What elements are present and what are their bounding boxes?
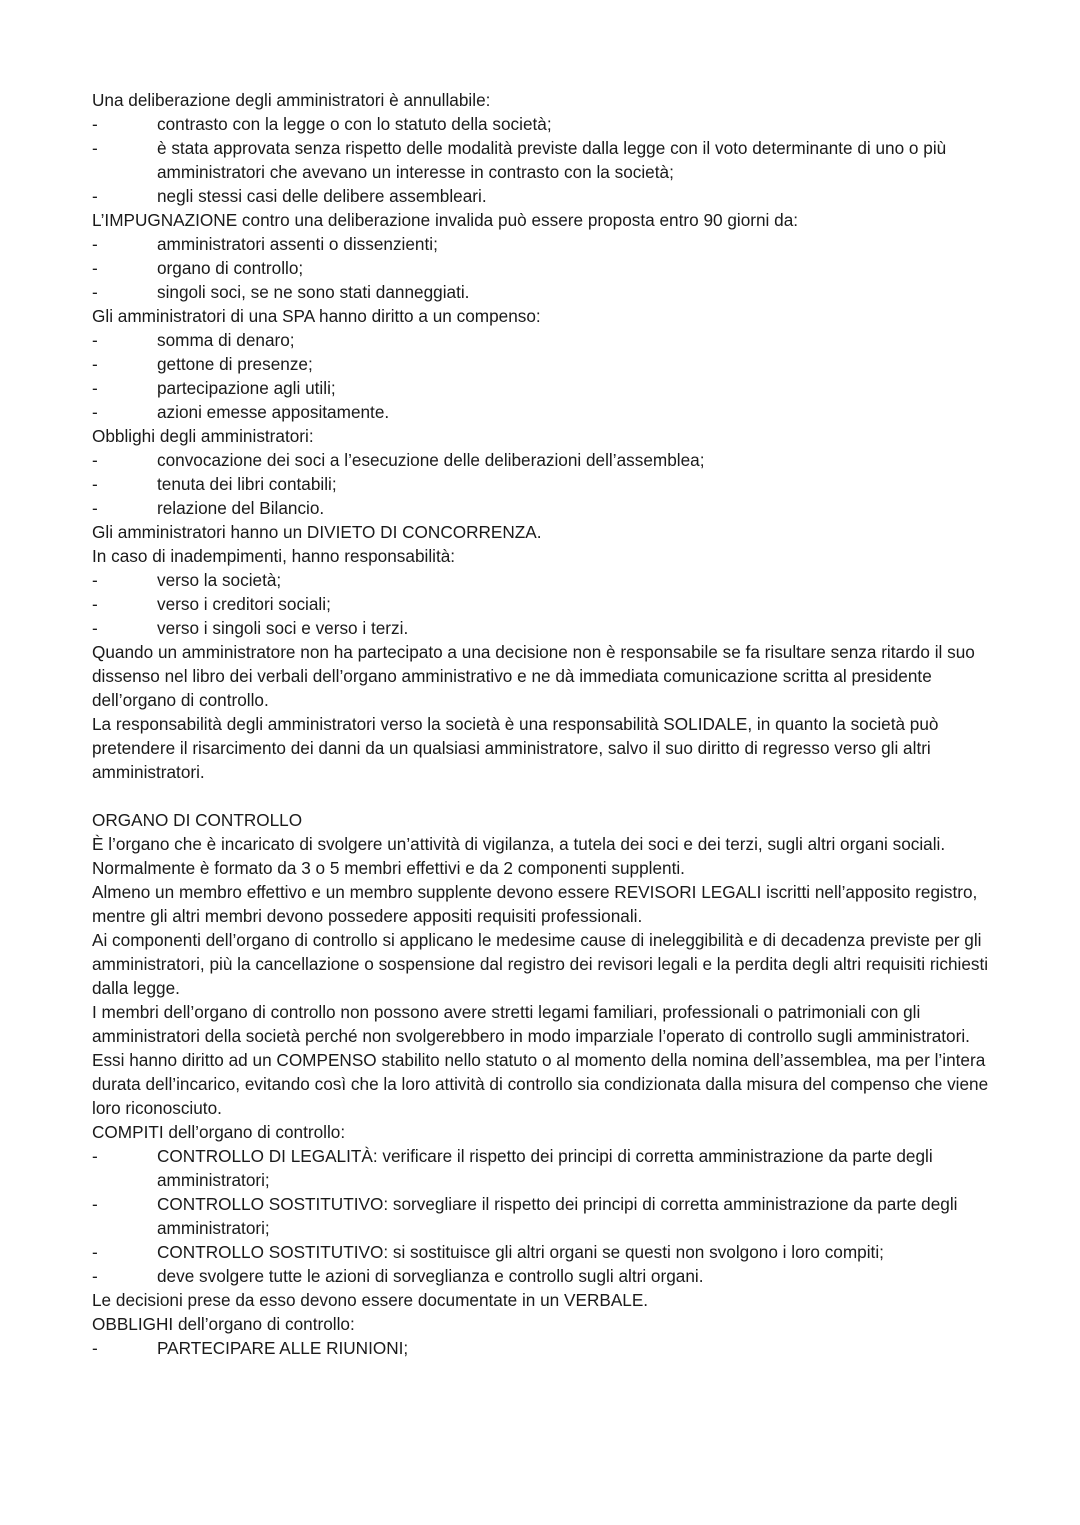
list-item (92, 112, 997, 136)
paragraph: È l’organo che è incaricato di svolgere un’attività di vigilanza, a tutela dei soci e dei terzi, sugli altri organi sociali. (92, 834, 946, 854)
list-item-text: CONTROLLO SOSTITUTIVO: si sostituisce gli altri organi se questi non svolgono i loro compiti; (157, 1242, 884, 1262)
list-item-text: organo di controllo; (157, 258, 304, 278)
document-body (92, 88, 997, 1360)
bullet-dash: - (92, 1266, 98, 1286)
list-item-text: verso la società; (157, 570, 282, 590)
list-item (92, 496, 997, 520)
list-item (92, 136, 997, 184)
list-item-text: singoli soci, se ne sono stati danneggiati. (157, 282, 470, 302)
paragraph: L’IMPUGNAZIONE contro una deliberazione invalida può essere proposta entro 90 giorni da: (92, 210, 799, 230)
bullet-dash: - (92, 258, 98, 278)
list-item-text: relazione del Bilancio. (157, 498, 325, 518)
list-item (92, 232, 997, 256)
bullet-dash: - (92, 330, 98, 350)
paragraph: Normalmente è formato da 3 o 5 membri effettivi e da 2 componenti supplenti. (92, 858, 685, 878)
list-item-text: PARTECIPARE ALLE RIUNIONI; (157, 1338, 409, 1358)
bullet-dash: - (92, 114, 98, 134)
list-item-text: partecipazione agli utili; (157, 378, 336, 398)
paragraph: COMPITI dell’organo di controllo: (92, 1122, 346, 1142)
paragraph: Ai componenti dell’organo di controllo si applicano le medesime cause di ineleggibilità e di decadenza previste per gli amministratori, più la cancellazione o sospensione dal registro dei revisori legali e la perdita degli altri requisiti richiesti dalla legge. (92, 930, 989, 998)
list-item (92, 448, 997, 472)
list-item (92, 472, 997, 496)
bullet-dash: - (92, 1338, 98, 1358)
paragraph: In caso di inadempimenti, hanno responsabilità: (92, 546, 456, 566)
paragraph: I membri dell’organo di controllo non possono avere stretti legami familiari, professionali o patrimoniali con gli amministratori della società perché non svolgerebbero in modo imparziale l’operato di controllo sugli amministratori. (92, 1002, 970, 1046)
list-item (92, 592, 997, 616)
list-item (92, 376, 997, 400)
list-item (92, 400, 997, 424)
bullet-dash: - (92, 378, 98, 398)
list-item-text: CONTROLLO SOSTITUTIVO: sorvegliare il rispetto dei principi di corretta amministrazione da parte degli amministratori; (157, 1194, 958, 1238)
list-item-text: verso i singoli soci e verso i terzi. (157, 618, 409, 638)
list-item (92, 280, 997, 304)
bullet-dash: - (92, 450, 98, 470)
list-item-text: è stata approvata senza rispetto delle modalità previste dalla legge con il voto determinante di uno o più amministratori che avevano un interesse in contrasto con la società; (157, 138, 947, 182)
list-item-text: gettone di presenze; (157, 354, 313, 374)
list-item-text: somma di denaro; (157, 330, 295, 350)
bullet-dash: - (92, 1194, 98, 1214)
list-item-text: azioni emesse appositamente. (157, 402, 390, 422)
paragraph-gap (92, 784, 997, 808)
paragraph: ORGANO DI CONTROLLO (92, 810, 303, 830)
list-item-text: contrasto con la legge o con lo statuto della società; (157, 114, 552, 134)
paragraph: Gli amministratori di una SPA hanno diritto a un compenso: (92, 306, 541, 326)
list-item (92, 616, 997, 640)
list-item (92, 184, 997, 208)
list-item-text: convocazione dei soci a l’esecuzione delle deliberazioni dell’assemblea; (157, 450, 705, 470)
paragraph: Obblighi degli amministratori: (92, 426, 314, 446)
paragraph: OBBLIGHI dell’organo di controllo: (92, 1314, 355, 1334)
list-item (92, 1240, 997, 1264)
bullet-dash: - (92, 234, 98, 254)
bullet-dash: - (92, 186, 98, 206)
list-item (92, 1144, 997, 1192)
list-item-text: negli stessi casi delle delibere assembleari. (157, 186, 487, 206)
bullet-dash: - (92, 474, 98, 494)
paragraph: Gli amministratori hanno un DIVIETO DI CONCORRENZA. (92, 522, 542, 542)
list-item (92, 1264, 997, 1288)
bullet-dash: - (92, 354, 98, 374)
list-item (92, 568, 997, 592)
list-item-text: CONTROLLO DI LEGALITÀ: verificare il rispetto dei principi di corretta amministrazione da parte degli amministratori; (157, 1146, 933, 1190)
list-item (92, 256, 997, 280)
list-item-text: tenuta dei libri contabili; (157, 474, 337, 494)
list-item (92, 328, 997, 352)
paragraph: Quando un amministratore non ha partecipato a una decisione non è responsabile se fa risultare senza ritardo il suo dissenso nel libro dei verbali dell’organo amministrativo e ne dà immediata comunicazione scritta al presidente dell’organo di controllo. (92, 642, 975, 710)
list-item (92, 1336, 997, 1360)
bullet-dash: - (92, 138, 98, 158)
paragraph: Le decisioni prese da esso devono essere documentate in un VERBALE. (92, 1290, 649, 1310)
paragraph: Almeno un membro effettivo e un membro supplente devono essere REVISORI LEGALI iscritti nell’apposito registro, mentre gli altri membri devono possedere appositi requisiti professionali. (92, 882, 978, 926)
list-item-text: deve svolgere tutte le azioni di sorveglianza e controllo sugli altri organi. (157, 1266, 704, 1286)
bullet-dash: - (92, 618, 98, 638)
list-item (92, 352, 997, 376)
paragraph: Una deliberazione degli amministratori è annullabile: (92, 90, 491, 110)
paragraph: Essi hanno diritto ad un COMPENSO stabilito nello statuto o al momento della nomina dell’assemblea, ma per l’intera durata dell’incarico, evitando così che la loro attività di controllo sia condizionata dalla misura del compenso che viene loro riconosciuto. (92, 1050, 989, 1118)
list-item-text: amministratori assenti o dissenzienti; (157, 234, 438, 254)
bullet-dash: - (92, 1242, 98, 1262)
bullet-dash: - (92, 1146, 98, 1166)
bullet-dash: - (92, 570, 98, 590)
bullet-dash: - (92, 282, 98, 302)
list-item-text: verso i creditori sociali; (157, 594, 331, 614)
bullet-dash: - (92, 402, 98, 422)
list-item (92, 1192, 997, 1240)
paragraph: La responsabilità degli amministratori verso la società è una responsabilità SOLIDALE, in quanto la società può pretendere il risarcimento dei danni da un qualsiasi amministratore, salvo il suo diritto di regresso verso gli altri amministratori. (92, 714, 939, 782)
bullet-dash: - (92, 594, 98, 614)
bullet-dash: - (92, 498, 98, 518)
